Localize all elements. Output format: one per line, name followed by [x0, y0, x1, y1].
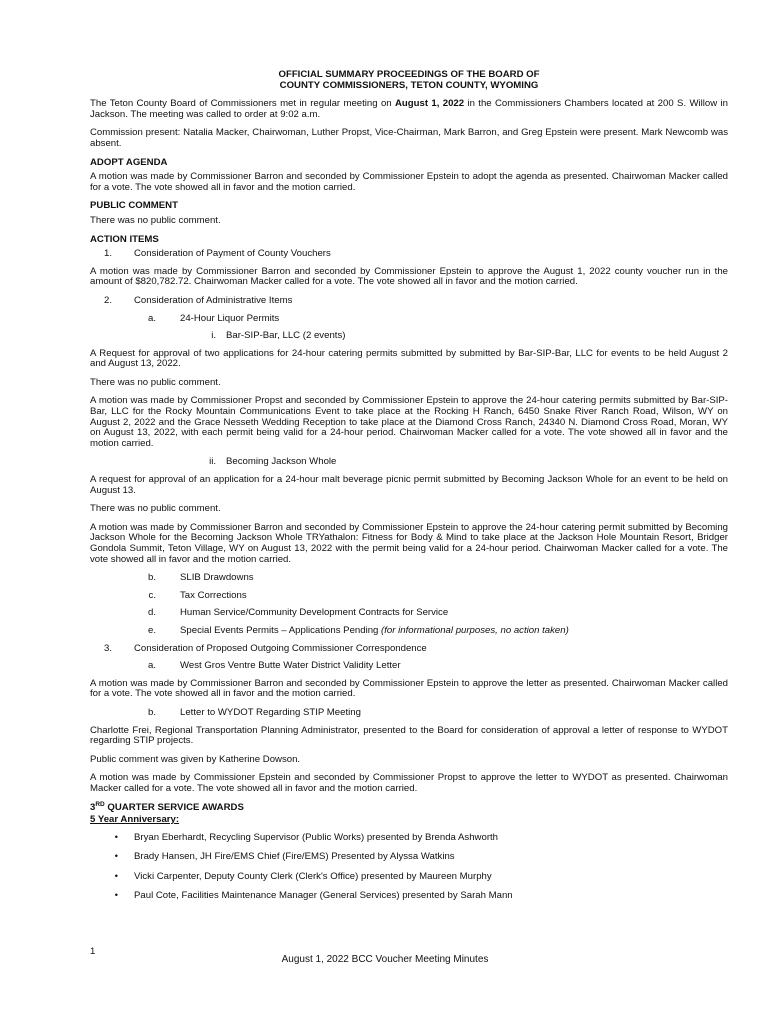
list-item: • Brady Hansen, JH Fire/EMS Chief (Fire/EMS) Presented by Alyssa Watkins	[90, 852, 728, 863]
intro-paragraph: The Teton County Board of Commissioners met in regular meeting on August 1, 2022 in the Commissioners Chambers located at 200 S. Willow in Jackson. The meeting was called to order at 9:02 a.m.	[90, 98, 729, 120]
public-comment-heading: PUBLIC COMMENT	[90, 200, 178, 212]
sub-item-c: c. Tax Corrections	[148, 589, 247, 601]
action-item-1: 1. Consideration of Payment of County Vouchers	[103, 248, 331, 260]
meeting-date: August 1, 2022	[394, 98, 465, 110]
sub-item-i-request: A Request for approval of two applications for 24-hour catering permits submitted by submitted by Bar-SIP-Bar, LLC for events to be held August 2 and August 13, 2022.	[90, 347, 728, 370]
list-item: • Vicki Carpenter, Deputy County Clerk (Clerk's Office) presented by Maureen Murphy	[90, 872, 728, 883]
sub-item-ii-comment: There was no public comment.	[90, 503, 221, 515]
action-items-heading: ACTION ITEMS	[90, 233, 159, 245]
sub-item-ii: ii. Becoming Jackson Whole	[209, 456, 337, 468]
title-line-2: COUNTY COMMISSIONERS, TETON COUNTY, WYOMING	[279, 79, 539, 91]
sub-item-ii-motion: A motion was made by Commissioner Barron and seconded by Commissioner Epstein to approve the 24-hour catering permit submitted by Becoming Jackson Whole for the Becoming Jackson Whole TRYathalon: Fitness for Body & Mind to take place at the Jackson Hole Mountain Resort, Bridger Gondola Summit, Teton Village, WY on August 13, 2022 with the permit being valid for a 24-hour period. Chairwoman Macker called for a vote. The vote showed all in favor and the motion carried.	[90, 521, 728, 565]
bullet: •	[114, 831, 118, 843]
action-item-1-motion: A motion was made by Commissioner Barron and seconded by Commissioner Epstein to approve the August 1, 2022 county voucher run in the amount of $820,782.72. Chairwoman Macker called for a vote. The vote showed all in favor and the motion carried.	[90, 265, 728, 288]
sub-item-b: b. SLIB Drawdowns	[147, 572, 254, 584]
list-item: • Paul Cote, Facilities Maintenance Manager (General Services) presented by Sarah Mann	[90, 891, 728, 902]
document-title	[90, 70, 728, 91]
sub-item-3b-motion: A motion was made by Commissioner Epstein and seconded by Commissioner Propst to approve the letter to WYDOT as presented. Chairwoman Macker called for a vote. The vote showed all in favor and the motion carried.	[90, 772, 728, 794]
page-number: 1	[90, 946, 96, 957]
action-item-3: 3. Consideration of Proposed Outgoing Commissioner Correspondence	[103, 642, 427, 654]
list-item: • Bryan Eberhardt, Recycling Supervisor (Public Works) presented by Brenda Ashworth	[90, 833, 728, 844]
page-footer: August 1, 2022 BCC Voucher Meeting Minutes	[281, 954, 489, 965]
bullet: •	[114, 870, 118, 882]
anniversary-subheading: 5 Year Anniversary:	[90, 814, 180, 826]
informational-note: (for informational purposes, no action taken)	[381, 624, 569, 636]
sub-item-d: d. Human Service/Community Development Contracts for Service	[147, 607, 449, 619]
action-item-2: 2. Consideration of Administrative Items	[103, 294, 293, 306]
sub-item-3b-text: Charlotte Frei, Regional Transportation Planning Administrator, presented to the Board for consideration of approval a letter of response to WYDOT regarding STIP projects.	[90, 724, 728, 747]
sub-item-i-comment: There was no public comment.	[90, 376, 221, 388]
document-body	[90, 70, 728, 911]
sub-item-ii-request: A request for approval of an application for a 24-hour malt beverage picnic permit submitted by Becoming Jackson Whole for an event to be held on August 13.	[90, 474, 728, 496]
sub-item-3a-motion: A motion was made by Commissioner Barron and seconded by Commissioner Epstein to approve the letter as presented. Chairwoman Macker called for a vote. The vote showed all in favor and the motion carried.	[90, 677, 728, 700]
adopt-agenda-heading: ADOPT AGENDA	[90, 156, 168, 168]
bullet: •	[114, 851, 118, 863]
sub-item-3b: b. Letter to WYDOT Regarding STIP Meeting	[147, 706, 361, 718]
adopt-agenda-text: A motion was made by Commissioner Barron and seconded by Commissioner Epstein to adopt the agenda as presented. Chairwoman Macker called for a vote. The vote showed all in favor and the motion carried.	[90, 171, 728, 193]
sub-item-i: i. Bar-SIP-Bar, LLC (2 events)	[211, 330, 346, 342]
attendance-paragraph: Commission present: Natalia Macker, Chairwoman, Luther Propst, Vice-Chairman, Mark Barron, and Greg Epstein were present. Mark Newcomb was absent.	[90, 127, 728, 149]
sub-item-a: a. 24-Hour Liquor Permits	[147, 312, 280, 324]
sub-item-e: e. Special Events Permits – Applications Pending (for informational purposes, no action taken)	[147, 624, 569, 636]
sub-item-i-motion: A motion was made by Commissioner Propst and seconded by Commissioner Epstein to approve the 24-hour catering permits submitted by Bar-SIP-Bar, LLC for the Rocky Mountain Communications Event to take place at the Rocking H Ranch, 6450 Snake River Ranch Road, Wilson, WY on August 2, 2022 and the Grace Nesseth Wedding Reception to take place at the Diamond Cross Ranch, 24340 N. Diamond Cross Road, Moran, WY on August 13, 2022, with each permit being valid for a 24-hour period. Chairwoman Macker called for a vote. The vote showed all in favor and the motion carried.	[90, 395, 728, 449]
sub-item-3b-comment: Public comment was given by Katherine Dowson.	[90, 753, 301, 765]
service-awards-heading: 3RD QUARTER SERVICE AWARDS	[90, 800, 244, 813]
sub-item-3a: a. West Gros Ventre Butte Water District Validity Letter	[147, 660, 401, 672]
public-comment-text: There was no public comment.	[90, 214, 221, 226]
title-line-1: OFFICIAL SUMMARY PROCEEDINGS OF THE BOARD OF	[278, 69, 540, 80]
bullet: •	[114, 890, 118, 902]
